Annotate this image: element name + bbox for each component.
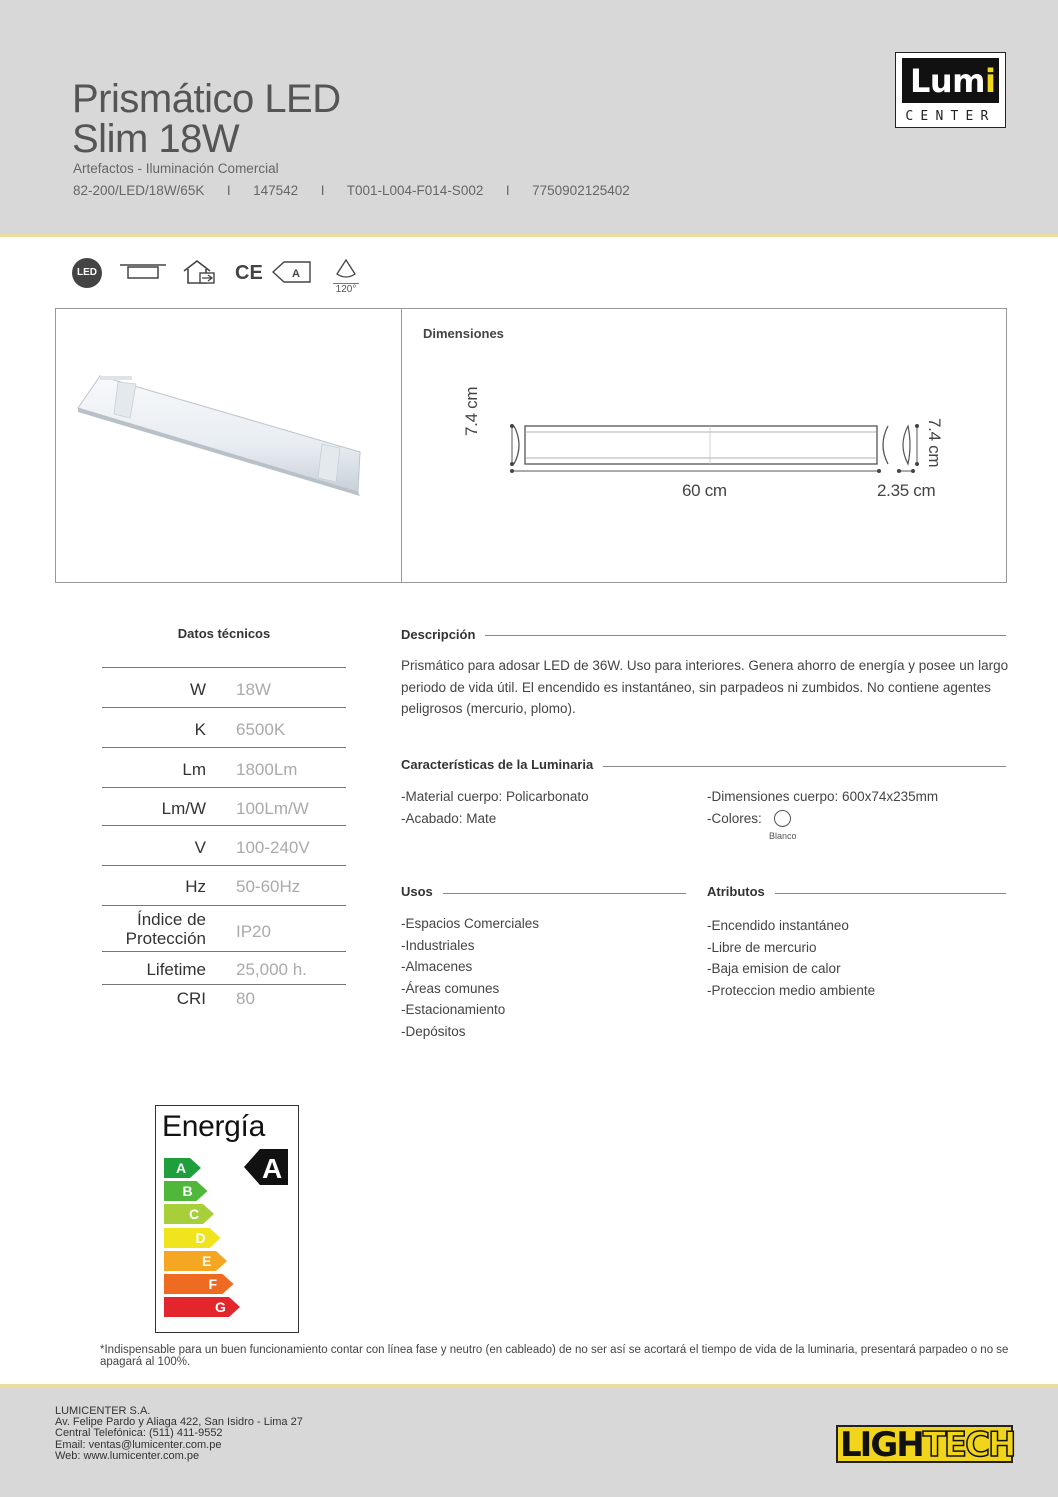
dimension-height-left: 7.4 cm bbox=[462, 386, 481, 436]
svg-text:A: A bbox=[262, 1153, 283, 1184]
tech-row bbox=[102, 951, 346, 985]
list-item: -Baja emision de calor bbox=[707, 961, 841, 976]
company-address: Av. Felipe Pardo y Aliaga 422, San Isidro - Lima 27 bbox=[55, 1416, 303, 1429]
energy-class-a bbox=[164, 1158, 202, 1178]
list-item: -Espacios Comerciales bbox=[401, 916, 540, 931]
tech-row bbox=[102, 865, 346, 906]
logo-subtext: CENTER bbox=[905, 109, 996, 124]
tech-value: IP20 bbox=[236, 922, 271, 941]
dimension-width: 2.35 cm bbox=[877, 481, 936, 500]
tech-value: 50-60Hz bbox=[236, 877, 301, 896]
code-separator: I bbox=[505, 183, 510, 198]
product-codes bbox=[73, 183, 630, 198]
company-email: Email: ventas@lumicenter.com.pe bbox=[55, 1438, 222, 1451]
ce-mark-icon bbox=[235, 260, 263, 282]
tech-key: Lm bbox=[182, 760, 206, 779]
tech-data-title: Datos técnicos bbox=[177, 626, 271, 641]
list-item: -Almacenes bbox=[401, 959, 473, 974]
tech-key: Lm/W bbox=[161, 799, 206, 818]
energy-a-icon bbox=[272, 261, 312, 283]
list-item: -Encendido instantáneo bbox=[707, 918, 849, 933]
tech-key: CRI bbox=[176, 989, 206, 1008]
tech-value: 100Lm/W bbox=[236, 799, 309, 818]
tech-row bbox=[102, 825, 346, 866]
code-sku: 147542 bbox=[253, 183, 299, 198]
feature-finish: -Acabado: Mate bbox=[401, 811, 497, 826]
usos-rule bbox=[401, 893, 686, 894]
svg-text:E: E bbox=[202, 1252, 212, 1269]
list-item: -Industriales bbox=[401, 937, 475, 953]
energy-rating-arrow bbox=[242, 1148, 290, 1186]
list-item: -Estacionamiento bbox=[401, 1002, 506, 1017]
lightech-text: LIGHTECH bbox=[840, 1425, 1015, 1465]
svg-text:C: C bbox=[189, 1206, 200, 1223]
code-reference: T001-L004-F014-S002 bbox=[346, 183, 484, 198]
energy-class-b bbox=[164, 1181, 209, 1201]
surface-mount-icon bbox=[120, 263, 166, 281]
energy-label bbox=[155, 1105, 299, 1333]
energy-title: Energía bbox=[162, 1110, 265, 1143]
company-name: LUMICENTER S.A. bbox=[55, 1405, 151, 1417]
tech-value: 18W bbox=[236, 680, 271, 699]
tech-key: K bbox=[194, 720, 206, 739]
list-item: -Depósitos bbox=[401, 1023, 466, 1039]
indoor-icon bbox=[182, 259, 216, 285]
product-title-line1: Prismático LED bbox=[72, 77, 341, 121]
company-phone: Central Telefónica: (511) 411-9552 bbox=[55, 1427, 223, 1440]
energy-class-f bbox=[164, 1274, 235, 1294]
product-title-line2: Slim 18W bbox=[72, 117, 240, 161]
tech-key: Hz bbox=[185, 877, 206, 896]
description-rule bbox=[401, 635, 1006, 636]
tech-key: Lifetime bbox=[146, 960, 206, 979]
feature-material: -Material cuerpo: Policarbonato bbox=[401, 789, 589, 804]
tech-row bbox=[102, 667, 346, 708]
features-title: Características de la Luminaria bbox=[401, 757, 603, 772]
description-text: Prismático para adosar LED de 36W. Uso para interiores. Genera ahorro de energía y posee un largo periodo de vida útil. El encendido es instantáneo, sin parpadeos ni zumbidos. No contiene agentes peligrosos (mercurio, plomo). bbox=[401, 658, 1009, 716]
color-swatch-white bbox=[774, 810, 791, 827]
svg-text:G: G bbox=[215, 1299, 226, 1316]
svg-text:D: D bbox=[195, 1229, 206, 1246]
svg-text:A: A bbox=[292, 268, 300, 280]
energy-class-g bbox=[164, 1297, 241, 1317]
svg-text:CE: CE bbox=[235, 262, 263, 282]
list-item: -Libre de mercurio bbox=[707, 939, 817, 955]
lumicenter-logo bbox=[895, 52, 1006, 128]
tech-row bbox=[102, 787, 346, 826]
dimensions-title: Dimensiones bbox=[423, 326, 504, 341]
tech-row bbox=[102, 984, 346, 1013]
product-category: Artefactos - Iluminación Comercial bbox=[73, 161, 279, 176]
logo-box bbox=[902, 58, 999, 103]
company-info bbox=[55, 1406, 303, 1462]
usos-list bbox=[401, 913, 539, 1042]
feature-dimensions: -Dimensiones cuerpo: 600x74x235mm bbox=[707, 789, 939, 804]
dimension-height-right: 7.4 cm bbox=[925, 418, 944, 468]
beam-angle-label: 120° bbox=[333, 283, 359, 295]
code-model: 82-200/LED/18W/65K bbox=[73, 183, 205, 198]
panel-divider bbox=[401, 308, 402, 583]
atributos-title: Atributos bbox=[707, 884, 775, 899]
tech-value: 1800Lm bbox=[236, 760, 298, 779]
code-separator: I bbox=[226, 183, 231, 198]
tech-value: 6500K bbox=[236, 720, 286, 739]
tech-key: W bbox=[189, 680, 206, 699]
tech-key: V bbox=[194, 838, 206, 857]
tech-row bbox=[102, 747, 346, 788]
dimension-length: 60 cm bbox=[682, 481, 727, 500]
tech-row bbox=[102, 707, 346, 748]
list-item: -Proteccion medio ambiente bbox=[707, 982, 876, 998]
lightech-logo bbox=[836, 1425, 1013, 1463]
company-web: Web: www.lumicenter.com.pe bbox=[55, 1449, 200, 1462]
svg-text:F: F bbox=[208, 1276, 218, 1292]
energy-class-c bbox=[164, 1204, 215, 1224]
energy-class-e bbox=[164, 1251, 228, 1271]
code-separator: I bbox=[320, 183, 325, 198]
footnote: *Indispensable para un buen funcionamiento contar con línea fase y neutro (en cableado) de no ser así se acortará el tiempo de vida de la luminaria, presentará parpadeo o no se apagará al 100%. bbox=[100, 1344, 1009, 1368]
list-item: -Áreas comunes bbox=[401, 980, 500, 996]
tech-key: Índice de Protección bbox=[125, 910, 206, 948]
tech-value: 80 bbox=[236, 989, 255, 1008]
svg-text:B: B bbox=[182, 1183, 193, 1200]
description-title: Descripción bbox=[401, 627, 485, 642]
beam-angle-icon bbox=[334, 258, 358, 280]
energy-class-d bbox=[164, 1228, 222, 1248]
code-barcode: 7750902125402 bbox=[532, 183, 630, 198]
color-swatch-label: Blanco bbox=[769, 831, 797, 841]
dimension-drawing bbox=[490, 412, 950, 482]
svg-text:A: A bbox=[176, 1160, 187, 1176]
atributos-list bbox=[707, 915, 875, 1001]
tech-value: 100-240V bbox=[236, 838, 310, 857]
feature-colors-label: -Colores: bbox=[707, 811, 762, 826]
tech-value: 25,000 h. bbox=[236, 960, 307, 979]
tech-row bbox=[102, 905, 346, 952]
logo-text: Lumi bbox=[910, 62, 996, 100]
product-photo bbox=[70, 368, 370, 498]
usos-title: Usos bbox=[401, 884, 443, 899]
led-icon: LED bbox=[72, 258, 102, 288]
